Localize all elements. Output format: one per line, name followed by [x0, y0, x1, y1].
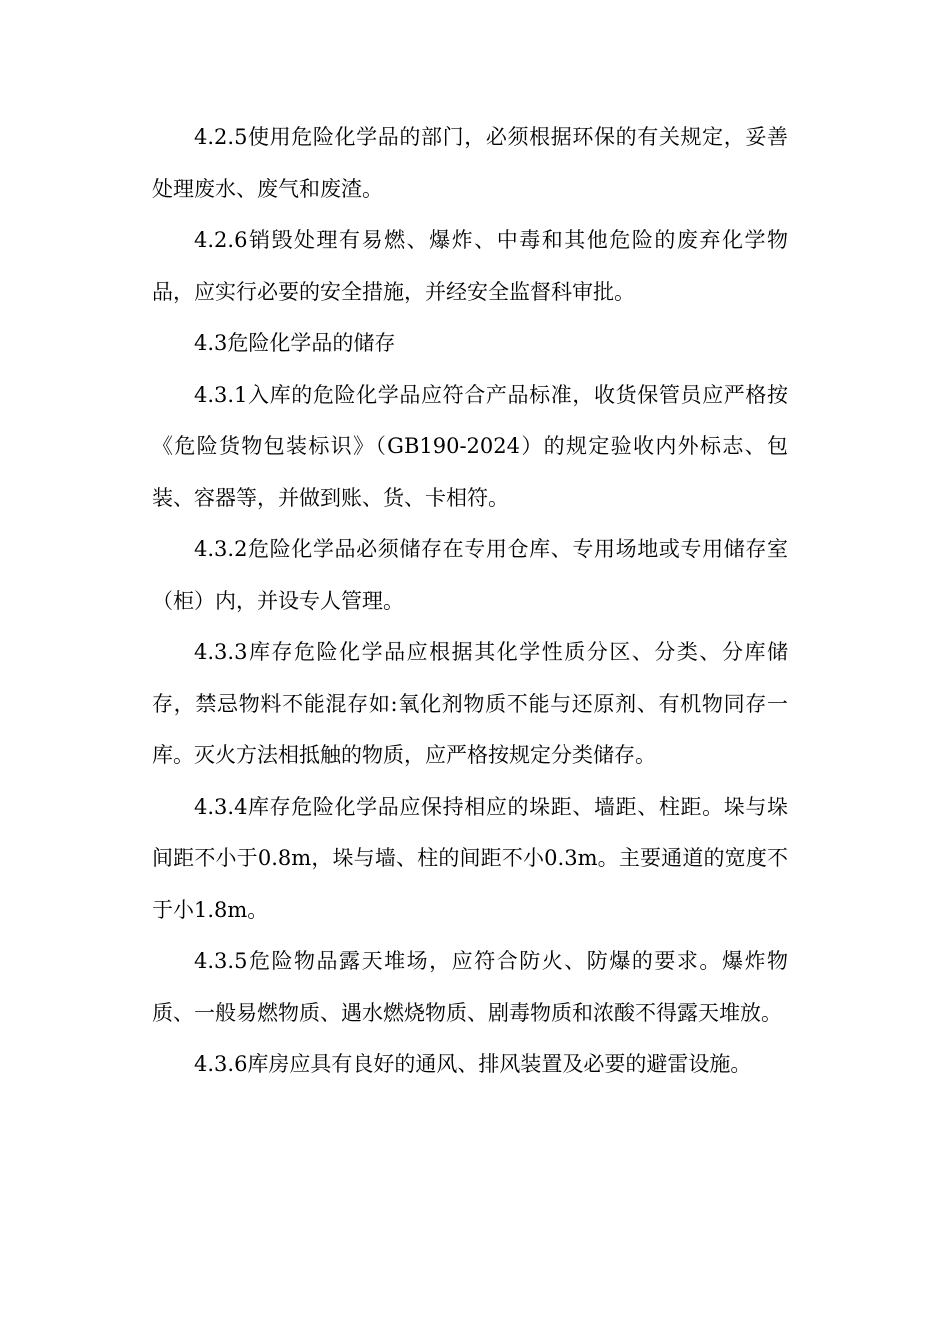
paragraph-4-3-1: 4.3.1入库的危险化学品应符合产品标准，收货保管员应严格按《危险货物包装标识》（GB190-2024）的规定验收内外标志、包装、容器等，并做到账、货、卡相符。: [152, 382, 788, 510]
paragraph-4-2-5: 4.2.5使用危险化学品的部门，必须根据环保的有关规定，妥善处理废水、废气和废渣。: [152, 125, 788, 201]
section-heading-4-3: 4.3危险化学品的储存: [194, 331, 396, 355]
paragraph-4-3-3: 4.3.3库存危险化学品应根据其化学性质分区、分类、分库储存，禁忌物料不能混存如:氧化剂物质不能与还原剂、有机物同存一库。灭火方法相抵触的物质，应严格按规定分类储存。: [152, 640, 788, 767]
paragraph-4-3-2: 4.3.2危险化学品必须储存在专用仓库、专用场地或专用储存室（柜）内，并设专人管理。: [152, 537, 788, 613]
paragraph-4-3-4: 4.3.4库存危险化学品应保持相应的垛距、墙距、柱距。垛与垛间距不小于0.8m，垛与墙、柱的间距不小0.3m。主要通道的宽度不于小1.8m。: [152, 794, 788, 922]
paragraph-4-3-6: 4.3.6库房应具有良好的通风、排风装置及必要的避雷设施。: [194, 1052, 752, 1076]
paragraph-4-3-5: 4.3.5危险物品露天堆场，应符合防火、防爆的要求。爆炸物质、一般易燃物质、遇水燃烧物质、剧毒物质和浓酸不得露天堆放。: [152, 949, 788, 1025]
document-body: [152, 112, 788, 1091]
paragraph-4-2-6: 4.2.6销毁处理有易燃、爆炸、中毒和其他危险的废弃化学物品，应实行必要的安全措施，并经安全监督科审批。: [152, 228, 788, 304]
